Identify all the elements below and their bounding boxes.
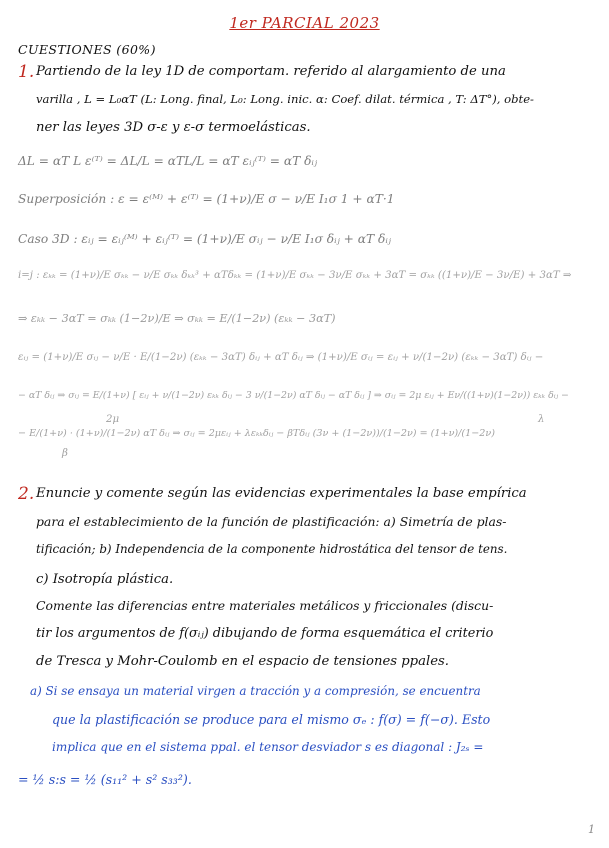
q2-text-line: Enuncie y comente según las evidencias experimentales la base empírica — [36, 486, 527, 501]
q1-equation: Caso 3D : εᵢⱼ = εᵢⱼ⁽ᴹ⁾ + εᵢⱼ⁽ᵀ⁾ = (1+ν)/E σᵢⱼ − ν/E I₁σ δᵢⱼ + αT δᵢⱼ — [18, 232, 392, 246]
question-2-number: 2. — [18, 484, 35, 504]
q1-equation: ⇒ εₖₖ − 3αT = σₖₖ (1−2ν)/E ⇒ σₖₖ = E/(1−2ν) (εₖₖ − 3αT) — [18, 312, 336, 325]
mu-label: 2μ — [106, 414, 120, 425]
q2-text-line: para el establecimiento de la función de plastificación: a) Simetría de plas- — [36, 514, 507, 529]
q2-answer-line: = ½ s:s = ½ (s₁₁² + s² s₃₃²). — [18, 772, 192, 787]
q1-text-line: ner las leyes 3D σ-ε y ε-σ termoelásticas. — [36, 120, 311, 135]
q2-text-line: tir los argumentos de f(σᵢⱼ) dibujando de forma esquemática el criterio — [36, 626, 494, 641]
exam-title: 1er PARCIAL 2023 — [229, 14, 380, 32]
q1-equation: ΔL = αT L ε⁽ᵀ⁾ = ΔL/L = αTL/L = αT εᵢⱼ⁽ᵀ⁾ = αT δᵢⱼ — [18, 154, 318, 168]
page-number: 1 — [588, 823, 595, 836]
q2-text-line: Comente las diferencias entre materiales metálicos y friccionales (discu- — [36, 598, 494, 613]
q2-text-line: c) Isotropía plástica. — [36, 572, 174, 587]
q2-answer-line: implica que en el sistema ppal. el tensor desviador s es diagonal : J₂ₛ = — [52, 740, 484, 754]
q1-equation: − E/(1+ν) · (1+ν)/(1−2ν) αT δᵢⱼ ⇒ σᵢⱼ = 2μεᵢⱼ + λεₖₖδᵢⱼ − βTδᵢⱼ (3ν + (1−2ν))/(1−2ν) = (1+ν)/(1−2ν) — [18, 428, 495, 439]
q1-equation: i=j : εₖₖ = (1+ν)/E σₖₖ − ν/E σₖₖ δₖₖ³ + αTδₖₖ = (1+ν)/E σₖₖ − 3ν/E σₖₖ + 3αT = σₖₖ ((1+ν)/E − 3ν/E) + 3αT ⇒ — [18, 270, 572, 281]
q1-equation: εᵢⱼ = (1+ν)/E σᵢⱼ − ν/E · E/(1−2ν) (εₖₖ − 3αT) δᵢⱼ + αT δᵢⱼ ⇒ (1+ν)/E σᵢⱼ = εᵢⱼ + ν/(1−2ν) (εₖₖ − 3αT) δᵢⱼ − — [18, 352, 544, 363]
q2-answer-line: a) Si se ensaya un material virgen a tracción y a compresión, se encuentra — [30, 684, 481, 698]
q2-text-line: tificación; b) Independencia de la componente hidrostática del tensor de tens. — [36, 542, 508, 556]
q2-answer-line: que la plastificación se produce para el mismo σₑ : f(σ) = f(−σ). Esto — [52, 712, 491, 727]
lambda-label: λ — [538, 414, 545, 425]
q1-equation: Superposición : ε = ε⁽ᴹ⁾ + ε⁽ᵀ⁾ = (1+ν)/E σ − ν/E I₁σ 1 + αT·1 — [18, 192, 395, 206]
q1-text-line: varilla , L = L₀αT (L: Long. final, L₀: Long. inic. α: Coef. dilat. térmica , T: ΔT°), obte- — [36, 92, 534, 106]
q2-text-line: de Tresca y Mohr-Coulomb en el espacio de tensiones ppales. — [36, 654, 449, 669]
q1-equation: − αT δᵢⱼ ⇒ σᵢⱼ = E/(1+ν) [ εᵢⱼ + ν/(1−2ν) εₖₖ δᵢⱼ − 3 ν/(1−2ν) αT δᵢⱼ − αT δᵢⱼ ] ⇒ σᵢⱼ = 2μ εᵢⱼ + Eν/((1+ν)(1−2ν)) εₖₖ δᵢⱼ − — [18, 390, 569, 401]
question-1-number: 1. — [18, 62, 35, 82]
section-heading: CUESTIONES (60%) — [18, 42, 156, 57]
beta-label: β — [62, 448, 68, 459]
q1-text-line: Partiendo de la ley 1D de comportam. referido al alargamiento de una — [36, 64, 506, 79]
